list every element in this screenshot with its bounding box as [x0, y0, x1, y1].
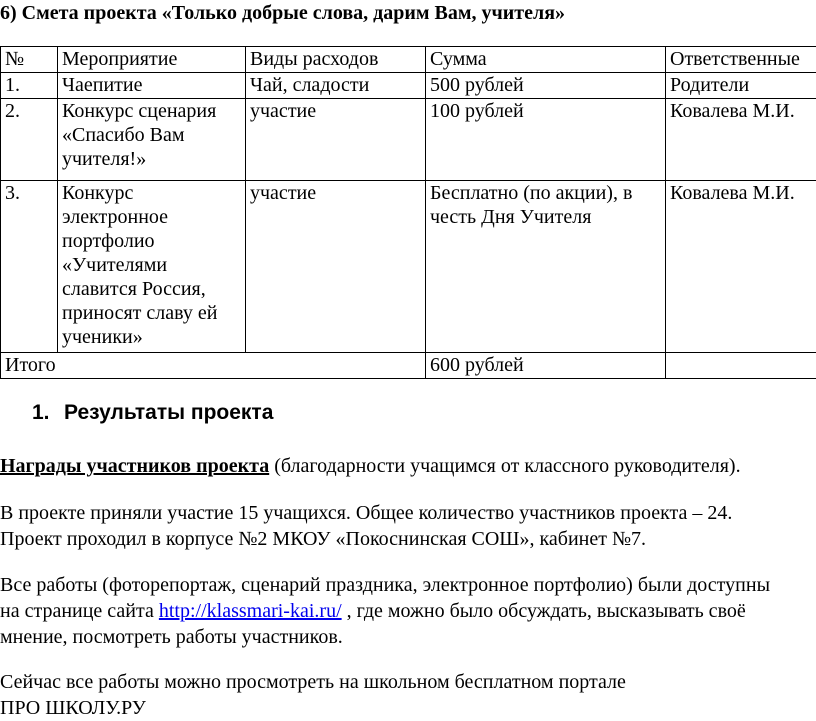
works-line	[0, 598, 770, 624]
row-sum: 500 рублей	[426, 73, 666, 99]
total-sum: 600 рублей	[426, 353, 666, 379]
works-paragraph	[0, 572, 770, 650]
participants-paragraph	[0, 500, 732, 552]
row-event: Конкурс электронное портфолио «Учителями славится Россия, приносят славу ей ученики»	[58, 181, 246, 353]
works-suffix: , где можно было обсуждать, высказывать своё	[342, 600, 746, 622]
budget-heading: 6) Смета проекта «Только добрые слова, дарим Вам, учителя»	[0, 2, 565, 25]
row-number: 2.	[1, 99, 58, 181]
portal-line: ПРО ШКОЛУ.РУ	[0, 695, 626, 721]
header-event: Мероприятие	[58, 47, 246, 73]
portal-line: Сейчас все работы можно просмотреть на школьном бесплатном портале	[0, 669, 626, 695]
header-responsible: Ответственные	[666, 47, 816, 73]
works-prefix: на странице сайта	[0, 600, 159, 622]
awards-paragraph	[0, 453, 741, 479]
results-title	[32, 401, 273, 425]
works-line: мнение, посмотреть работы участников.	[0, 624, 770, 650]
total-responsible-empty	[666, 353, 816, 379]
row-responsible: Родители	[666, 73, 816, 99]
table-total-row	[1, 353, 816, 379]
results-title-text: Результаты проекта	[64, 401, 273, 424]
row-responsible: Ковалева М.И.	[666, 181, 816, 353]
site-link[interactable]: http://klassmari-kai.ru/	[159, 600, 342, 622]
header-number: №	[1, 47, 58, 73]
works-line: Все работы (фоторепортаж, сценарий праздника, электронное портфолио) были доступны	[0, 572, 770, 598]
table-row	[1, 181, 816, 353]
row-expense-type: участие	[246, 99, 426, 181]
row-responsible: Ковалева М.И.	[666, 99, 816, 181]
awards-text: (благодарности учащимся от классного руководителя).	[269, 455, 740, 477]
results-title-number: 1.	[32, 401, 64, 425]
table-header-row	[1, 47, 816, 73]
budget-table	[0, 46, 816, 379]
row-number: 1.	[1, 73, 58, 99]
row-event: Конкурс сценария «Спасибо Вам учителя!»	[58, 99, 246, 181]
table-row	[1, 99, 816, 181]
participants-line: В проекте приняли участие 15 учащихся. Общее количество участников проекта – 24.	[0, 500, 732, 526]
row-number: 3.	[1, 181, 58, 353]
total-label: Итого	[1, 353, 426, 379]
row-expense-type: Чай, сладости	[246, 73, 426, 99]
portal-paragraph	[0, 669, 626, 721]
awards-label: Награды участников проекта	[0, 455, 269, 477]
header-expense-type: Виды расходов	[246, 47, 426, 73]
row-expense-type: участие	[246, 181, 426, 353]
table-row	[1, 73, 816, 99]
row-event: Чаепитие	[58, 73, 246, 99]
row-sum: Бесплатно (по акции), в честь Дня Учителя	[426, 181, 666, 353]
row-sum: 100 рублей	[426, 99, 666, 181]
header-sum: Сумма	[426, 47, 666, 73]
participants-line: Проект проходил в корпусе №2 МКОУ «Покоснинская СОШ», кабинет №7.	[0, 526, 732, 552]
